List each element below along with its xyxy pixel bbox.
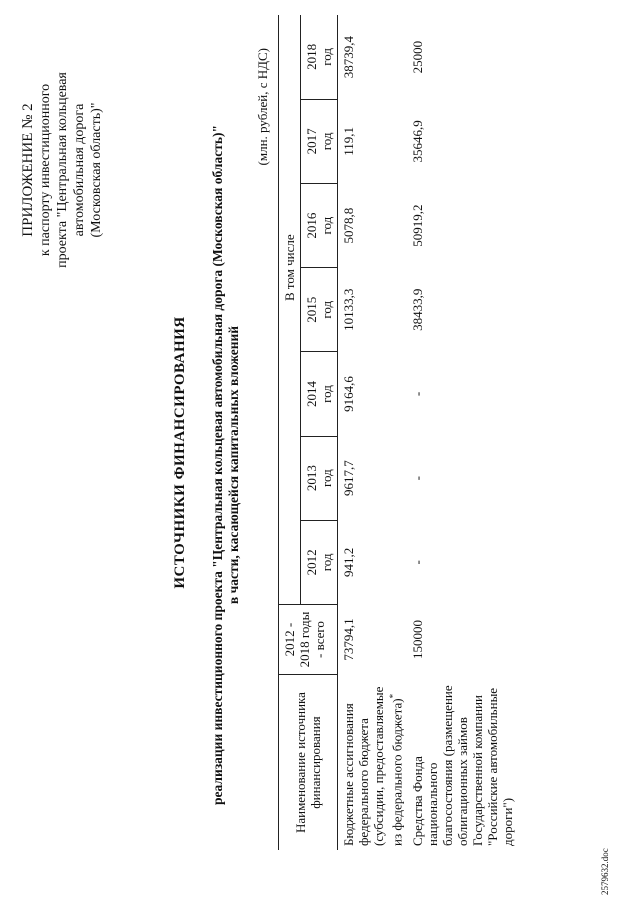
header-year-label: 2013 bbox=[304, 465, 319, 492]
header-year-0 bbox=[301, 520, 338, 604]
document-subtitle bbox=[210, 65, 242, 865]
year-value: 5078,8 bbox=[341, 207, 356, 244]
appendix-line-2: к паспорту инвестиционного bbox=[38, 83, 53, 257]
year-value: - bbox=[410, 560, 426, 565]
header-year-5 bbox=[301, 99, 338, 183]
header-year-2 bbox=[301, 352, 338, 436]
source-name-cell bbox=[407, 675, 518, 850]
header-year-unit: год bbox=[319, 48, 334, 66]
source-name: Средства Фонда национального благосостояния (размещение облигационных займов Государственной компании "Российские автомобильные дороги") bbox=[410, 685, 516, 846]
total-value: 150000 bbox=[410, 620, 426, 660]
header-year-label: 2017 bbox=[304, 128, 319, 155]
subtitle-line-1: реализации инвестиционного проекта "Центральная кольцевая автомобильная дорога (Московская область)" bbox=[210, 125, 225, 805]
header-total: 2012 - 2018 годы - всего bbox=[279, 604, 338, 674]
units-note: (млн. рублей, с НДС) bbox=[255, 48, 270, 166]
year-value: 35646,9 bbox=[410, 120, 426, 163]
year-value: 38433,9 bbox=[410, 288, 426, 331]
header-year-unit: год bbox=[319, 216, 334, 235]
header-year-unit: год bbox=[319, 385, 334, 403]
header-year-unit: год bbox=[319, 553, 334, 572]
header-year-unit: год bbox=[319, 300, 334, 319]
appendix-line-5: (Московская область)" bbox=[89, 102, 104, 238]
header-year-label: 2015 bbox=[304, 296, 319, 323]
source-name-cell bbox=[338, 675, 408, 850]
year-value: - bbox=[410, 475, 426, 481]
header-year-label: 2016 bbox=[304, 212, 319, 239]
header-year-unit: год bbox=[319, 469, 334, 488]
appendix-line-1: ПРИЛОЖЕНИЕ № 2 bbox=[20, 103, 36, 237]
footnote-mark: * bbox=[388, 693, 398, 699]
year-value: 38739,4 bbox=[341, 36, 356, 79]
subtitle-line-2: в части, касающейся капитальных вложений bbox=[226, 325, 241, 605]
header-year-label: 2014 bbox=[304, 380, 319, 407]
header-year-label: 2012 bbox=[304, 549, 319, 576]
header-year-6 bbox=[301, 15, 338, 99]
year-value: 9164,6 bbox=[341, 376, 356, 412]
year-value: 25000 bbox=[410, 40, 426, 74]
year-value: 9617,7 bbox=[341, 460, 356, 497]
financing-table bbox=[278, 15, 518, 850]
year-value: 10133,3 bbox=[341, 288, 356, 331]
source-name: Бюджетные ассигнования федерального бюджета (субсидии, предоставляемые из федерального бюджета) bbox=[341, 686, 405, 846]
header-source-name: Наименование источника финансирования bbox=[279, 675, 338, 850]
table-row bbox=[338, 15, 408, 850]
header-year-label: 2018 bbox=[304, 43, 319, 70]
header-year-3 bbox=[301, 268, 338, 352]
year-value: 50919,2 bbox=[410, 204, 426, 247]
total-value: 73794,1 bbox=[341, 618, 356, 661]
appendix-line-3: проекта "Центральная кольцевая bbox=[55, 72, 70, 268]
table-body bbox=[338, 15, 519, 850]
header-year-1 bbox=[301, 436, 338, 520]
doc-id: 2579632.doc bbox=[600, 848, 610, 895]
appendix-header bbox=[20, 50, 105, 290]
year-value: - bbox=[410, 391, 426, 397]
year-value: 119,1 bbox=[341, 127, 356, 156]
table-row bbox=[407, 15, 518, 850]
header-year-unit: год bbox=[319, 132, 334, 151]
document-title: ИСТОЧНИКИ ФИНАНСИРОВАНИЯ bbox=[172, 316, 188, 589]
header-including: В том числе bbox=[279, 184, 301, 352]
header-year-4 bbox=[301, 184, 338, 268]
year-value: 941,2 bbox=[341, 547, 356, 577]
appendix-line-4: автомобильная дорога bbox=[72, 103, 87, 237]
